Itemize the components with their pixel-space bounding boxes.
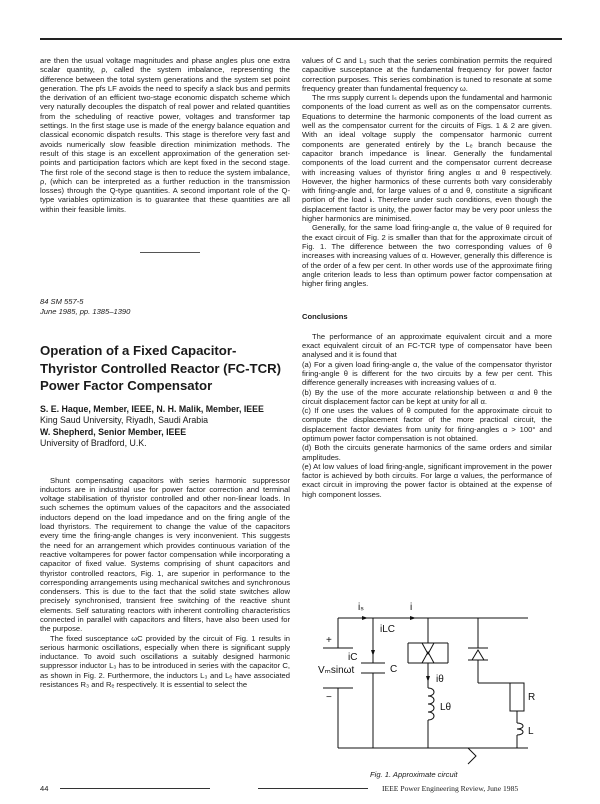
affiliation-line-2: University of Bradford, U.K. xyxy=(40,438,147,449)
affiliation-line-1: King Saud University, Riyadh, Saudi Arabia xyxy=(40,415,209,426)
capacitor-label: C xyxy=(390,664,398,675)
paper-code: 84 SM 557-5 xyxy=(40,297,84,307)
left-column xyxy=(40,56,290,689)
conclusion-item: (b) By the use of the more accurate relationship between α and θ the circuit displacement factor can be kept at unity for all α. xyxy=(302,387,552,406)
plus-label: + xyxy=(326,635,332,646)
conclusion-item: (e) At low values of load firing-angle, significant improvement in the power factor is achieved by both circuits. For large α values, the performance of exact circuit in improving the power factor is obtained at the expense of high component losses. xyxy=(302,461,552,499)
body-paragraph: Generally, for the same load firing-angle α, the value of θ required for the exact circuit of Fig. 2 is smaller than that for the approximate circuit of Fig. 1. The difference between the two corresponding values of θ increases with increasing values of α. However, generally this difference is of the order of a few per cent. In other words use of the approximate firing angle criterion leads to less than optimum power factor compensation at higher firing angles. xyxy=(302,223,552,289)
resistor-label: R xyxy=(528,692,536,703)
source-label: Vₘsinωt xyxy=(318,665,355,676)
itheta-arrow xyxy=(426,676,430,682)
load-resistor xyxy=(510,683,524,711)
section-divider xyxy=(140,252,200,253)
footer-rule-left xyxy=(60,788,210,789)
current-is-label: iₛ xyxy=(358,602,364,613)
footer-rule-middle xyxy=(258,788,368,789)
journal-footer: IEEE Power Engineering Review, June 1985 xyxy=(382,784,519,793)
top-rule xyxy=(40,38,562,40)
i-arrow xyxy=(410,616,416,620)
article-title: Operation of a Fixed Capacitor-Thyristor Controlled Reactor (FC-TCR) Power Factor Compensator xyxy=(40,343,282,394)
conclusions-heading: Conclusions xyxy=(302,312,348,322)
figure-caption: Fig. 1. Approximate circuit xyxy=(370,770,458,779)
reactor-label: Lθ xyxy=(440,702,452,713)
continued-paragraph: are then the usual voltage magnitudes and phase angles plus one extra scalar quantity, ρ, called the system imbalance, representing the difference between the total system generations and the system set point generation. The pfs LF avoids the need to specify a slack bus and permits the derivation of an efficient two-stage economic dispatch scheme which very naturally decouples the dispatch of real power and related quantities from the scheduling of reactive power, voltages and transformer tap settings. In the first stage use is made of the energy balance equation and classical economic dispatch results. This stage is therefore very fast and avoids numerically slow feasible direction minimization methods. The result of this stage is an excellent approximation of the generation set-points and participation factors which are kept fixed in the second stage. The first role of the second stage is then to reduce the system imbalance, ρ, (which can be interpreted as a further reduction in the transmission losses) through the Q-type quantities. A second important role of the Q-type variables optimization is to guarantee that these quantities are all within their feasible limits. xyxy=(40,56,290,214)
current-i-label: i xyxy=(410,602,413,613)
current-itheta-label: iθ xyxy=(436,674,444,685)
load-thyristor-symbol xyxy=(472,650,484,660)
paper-date: June 1985, pp. 1385–1390 xyxy=(40,307,131,317)
body-paragraph: The fixed susceptance ωC provided by the circuit of Fig. 1 results in serious harmonic oscillations, especially when there is significant supply inductance. To avoid such oscillations a suitably designed harmonic suppressor inductor L₃ has to be introduced in series with the capacitor C, as shown in Fig. 2. Furthermore, the inductors L₃ and Lₑ have associated resistances R₃ and Rₑ respectively. It is essential to select the xyxy=(40,633,290,690)
body-paragraph: Shunt compensating capacitors with series harmonic suppressor inductors are in industrial use for power factor correction and terminal voltage stabilisation of thyristor controlled and other non-linear loads. In such schemes the optimum values of the capacitors and the associated inductors depend on the load impedance and on the firing angle of the load thyristors. The requirement to change the value of the capacitors every time the firing-angle changes is very inconvenient. This suggests the need for an arrangement which provides continuous variation of the reactive voltamperes for power factor compensation while incorporating a capacitor of fixed value. Systems comprising of shunt capacitors and thyristor controlled reactors, Fig. 1, are superior in performance to the corresponding arrangements using mechanical switches and synchronous condensers. This is due to the fact that the solid state switches allow precisely synchronised, transient free switching of the reactive shunt elements. Self saturating reactors with inherent controlling characteristics connected in parallel with capacitors and filters, have also been used for the purpose. xyxy=(40,475,290,634)
conclusions-intro: The performance of an approximate equivalent circuit and a more exact equivalent circuit of an FC-TCR type of compensator have been analysed and it is found that xyxy=(302,331,552,360)
conclusion-item: (d) Both the circuits generate harmonics of the same orders and similar amplitudes. xyxy=(302,443,552,462)
author-line-2: W. Shepherd, Senior Member, IEEE xyxy=(40,426,187,437)
body-paragraph: The rms supply current Iₛ depends upon the fundamental and harmonic components of the load current as well as on the compensator currents. Equations to determine the harmonic components of the load current as well as the compensator current for the circuits of Figs. 1 & 2 are given. With an ideal voltage supply the compensator harmonic current components are generated entirely by the Lₑ branch because the capacitor branch impedance is linear. Generally the fundamental components of the load current and the compensator current decrease with increasing values of thyristor firing angles α and θ respectively. However, the higher harmonics of these currents both vary considerably with firing-angle and, for large values of α and θ, constitute a significant portion of the load iₗ. Therefore under such conditions, even though the displacement factor is unity, the power factor may be very poor unless the higher harmonics are minimised. xyxy=(302,93,552,224)
load-inductor-label: L xyxy=(528,726,534,737)
current-ic-label: iC xyxy=(348,652,358,663)
right-column xyxy=(302,56,552,499)
ground-marker xyxy=(468,748,476,764)
load-coil xyxy=(517,723,523,735)
is-arrow xyxy=(362,616,368,620)
ic-arrow xyxy=(371,650,375,656)
circuit-figure xyxy=(318,588,550,766)
current-ilc-label: iLC xyxy=(380,624,396,635)
page-number: 44 xyxy=(40,784,49,793)
conclusion-item: (c) If one uses the values of θ computed for the approximate circuit to compute the displacement factor of the more practical circuit, the displacement factor deviates from unity for firing-angles α > 100° and optimum power factor compensation is not obtained. xyxy=(302,406,552,443)
reactor-coil xyxy=(428,688,434,720)
conclusion-item: (a) For a given load firing-angle α, the value of the compensator thyristor firing-angle θ is different for the two circuits by a few per cent. This difference generally increases with increasing values of α. xyxy=(302,359,552,388)
body-paragraph: values of C and L₃ such that the series combination permits the required capacitive susceptance at the fundamental frequency for power factor correction purposes. This series combination is tuned to resonate at some frequency greater than fundamental frequency ω. xyxy=(302,56,552,93)
minus-label: − xyxy=(326,692,332,703)
circuit-diagram xyxy=(318,588,550,766)
author-line-1: S. E. Haque, Member, IEEE, N. H. Malik, Member, IEEE xyxy=(40,403,264,414)
